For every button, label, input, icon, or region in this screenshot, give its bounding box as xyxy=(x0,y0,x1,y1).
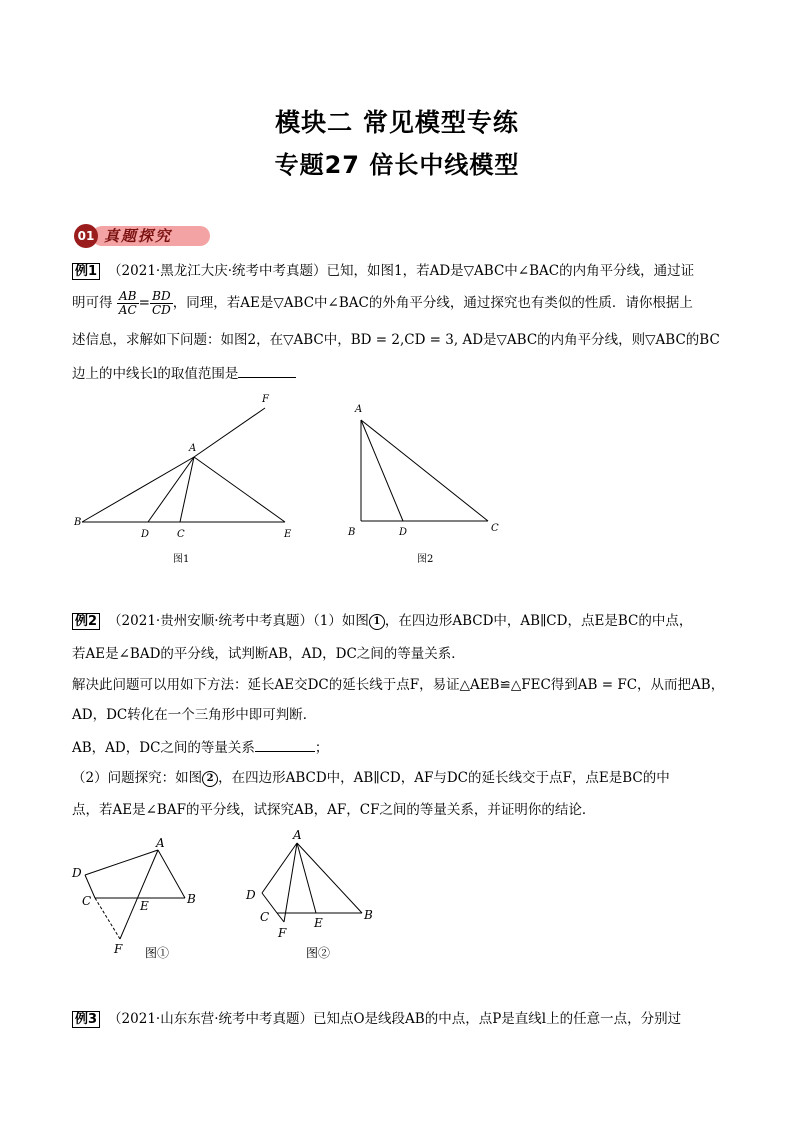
fig4-label-D: D xyxy=(246,888,256,902)
figure-circle-1 xyxy=(70,835,210,965)
fig3-caption: 图① xyxy=(145,946,170,960)
example2-line2: 若AE是∠BAD的平分线，试判断AB，AD，DC之间的等量关系． xyxy=(72,646,465,662)
example1-text2b: ，同理，若AE是▽ABC中∠BAC的外角平分线，通过探究也有类似的性质．请你根据上 xyxy=(172,295,693,311)
fig2-segment-AC xyxy=(361,420,488,521)
example2-tag: 例2 xyxy=(72,613,100,630)
example2-line5: AB，AD，DC之间的等量关系 ； xyxy=(72,740,329,756)
fig1-caption: 图1 xyxy=(173,554,190,565)
example1-text2a: 明可得 xyxy=(72,295,113,311)
section-number: 01 xyxy=(74,224,98,248)
circled-number-2: 2 xyxy=(202,771,218,787)
fig4-label-C: C xyxy=(260,910,270,924)
fig4-label-A: A xyxy=(293,828,302,842)
fig2-label-B: B xyxy=(348,527,356,538)
fig3-label-D: D xyxy=(72,866,82,880)
fig1-label-E: E xyxy=(284,529,292,540)
fig3-label-E: E xyxy=(140,899,149,913)
example2-line1 xyxy=(72,612,692,630)
fig1-segment-AE xyxy=(194,457,285,522)
example2-line4: AD，DC转化在一个三角形中即可判断． xyxy=(72,707,317,723)
example1-line1 xyxy=(72,262,694,280)
fig4-caption: 图② xyxy=(306,946,331,960)
fig3-segment-DA xyxy=(85,850,158,875)
example1-text4: 边上的中线长l的取值范围是 xyxy=(72,366,239,382)
fig3-label-A: A xyxy=(156,836,165,850)
fig1-segment-AF xyxy=(194,408,265,457)
fig4-segment-AD xyxy=(262,843,297,893)
example1-line4 xyxy=(72,365,296,383)
figure-circle-2 xyxy=(240,825,390,965)
example2-text1b: ，在四边形ABCD中，AB∥CD，点E是BC的中点， xyxy=(384,613,693,629)
answer-blank-2[interactable] xyxy=(255,739,315,752)
fig1-segment-BA xyxy=(82,457,194,522)
figure-2 xyxy=(340,398,510,570)
fig1-label-C: C xyxy=(177,529,185,540)
fig3-label-F: F xyxy=(114,942,123,956)
fig4-segment-AF xyxy=(284,843,297,922)
circled-number-1: 1 xyxy=(369,614,385,630)
fig4-label-B: B xyxy=(364,908,373,922)
example1-line3: 述信息，求解如下问题：如图2，在▽ABC中，BD = 2,CD = 3, AD是▽ABC的内角平分线，则▽ABC的BC xyxy=(72,332,720,348)
example2-text5: AB，AD，DC之间的等量关系 xyxy=(72,740,255,756)
section-label: 真题探究 xyxy=(104,227,173,245)
answer-blank[interactable] xyxy=(238,365,296,378)
example3-tag: 例3 xyxy=(72,1011,100,1028)
fig1-label-A: A xyxy=(189,443,197,454)
example2-line6 xyxy=(72,769,670,787)
fraction-bd-cd: $\frac{BD}{CD}$ xyxy=(151,289,171,317)
example3-line1 xyxy=(72,1010,681,1028)
example2-text1a: （2021·贵州安顺·统考中考真题）（1）如图 xyxy=(108,613,369,629)
fig2-segment-AD xyxy=(361,420,403,521)
fraction-ab-ac: $\frac{AB}{AC}$ xyxy=(118,289,137,317)
example3-text1: （2021·山东东营·统考中考真题）已知点O是线段AB的中点，点P是直线l上的任意一点，分别过 xyxy=(108,1011,682,1027)
figure-1 xyxy=(70,390,310,570)
fig3-segment-AF xyxy=(120,850,158,939)
example1-line2 xyxy=(72,290,693,317)
fig4-label-F: F xyxy=(278,926,287,940)
fig4-label-E: E xyxy=(314,916,323,930)
fig3-segment-AB xyxy=(158,850,185,898)
fig1-label-F: F xyxy=(262,394,269,405)
example2-line3: 解决此问题可以用如下方法：延长AE交DC的延长线于点F，易证△AEB≌△FEC得到AB = FC，从而把AB， xyxy=(72,677,725,693)
example2-text6a: （2）问题探究：如图 xyxy=(72,770,203,786)
example1-tag: 例1 xyxy=(72,263,100,280)
fig2-label-D: D xyxy=(399,527,408,538)
fig3-label-C: C xyxy=(82,894,92,908)
fig2-label-C: C xyxy=(491,523,499,534)
fig2-caption: 图2 xyxy=(417,554,434,565)
fig3-dashed-CF xyxy=(95,898,120,939)
example2-text6b: ，在四边形ABCD中，AB∥CD，AF与DC的延长线交于点F，点E是BC的中 xyxy=(218,770,670,786)
fig3-label-B: B xyxy=(187,892,196,906)
fig1-label-D: D xyxy=(141,529,150,540)
fig1-label-B: B xyxy=(74,517,82,528)
example2-line7: 点，若AE是∠BAF的平分线，试探究AB，AF，CF之间的等量关系，并证明你的结论． xyxy=(72,802,596,818)
equals-sign: = xyxy=(138,295,150,311)
topic-title: 专题27 倍长中线模型 xyxy=(274,151,520,179)
example1-text1: （2021·黑龙江大庆·统考中考真题）已知，如图1，若AD是▽ABC中∠BAC的内角平分线，通过证 xyxy=(108,263,695,279)
fig4-segment-CF xyxy=(277,913,284,922)
module-title: 模块二 常见模型专练 xyxy=(275,108,519,137)
fig2-label-A: A xyxy=(355,404,363,415)
